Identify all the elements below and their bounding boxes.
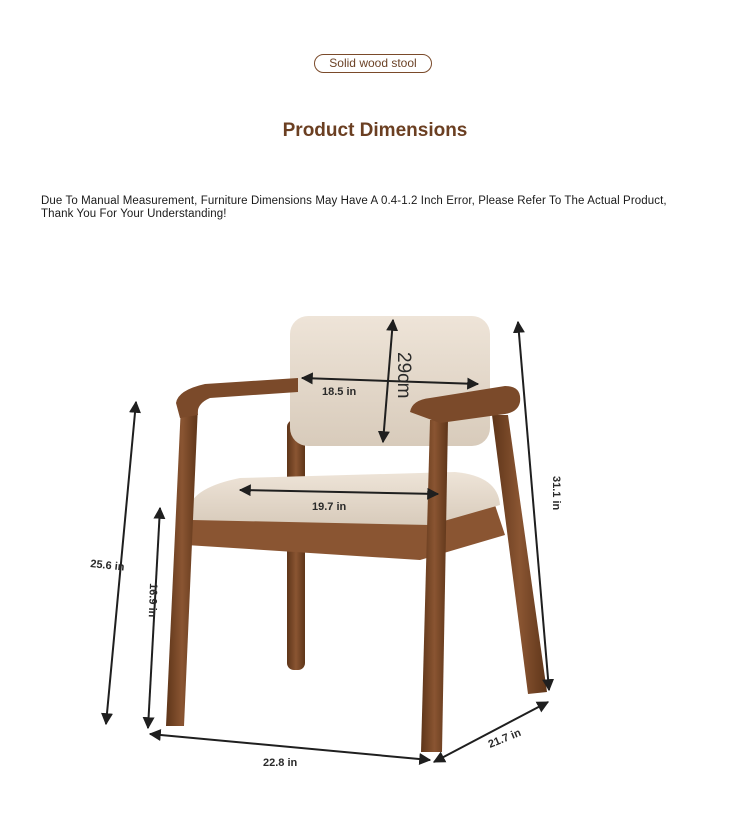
width-label: 22.8 in <box>263 757 298 769</box>
left-armrest <box>176 378 298 418</box>
front-right-leg <box>421 420 448 752</box>
seat-width-label: 19.7 in <box>312 501 347 513</box>
front-left-leg <box>166 405 198 726</box>
chair-image <box>166 316 547 752</box>
seat-cushion <box>188 472 500 525</box>
backrest-height-label: 29cm <box>393 352 414 399</box>
back-right-leg <box>492 415 547 694</box>
depth-label: 21.7 in <box>486 726 523 751</box>
depth-arrow <box>434 702 548 762</box>
notice-line-2: Thank You For Your Understanding! <box>41 208 227 220</box>
arm-height-label: 25.6 in <box>89 558 126 574</box>
notice-line-1: Due To Manual Measurement, Furniture Dimensions May Have A 0.4-1.2 Inch Error, Please Refer To The Actual Product, <box>41 195 667 207</box>
backrest-width-label: 18.5 in <box>322 386 357 398</box>
seat-height-arrow <box>145 508 160 728</box>
total-height-label: 31.1 in <box>550 476 562 511</box>
seat-height-label: 16.9 in <box>145 582 159 618</box>
page-title: Product Dimensions <box>282 120 468 141</box>
product-type-label: Solid wood stool <box>329 56 417 70</box>
